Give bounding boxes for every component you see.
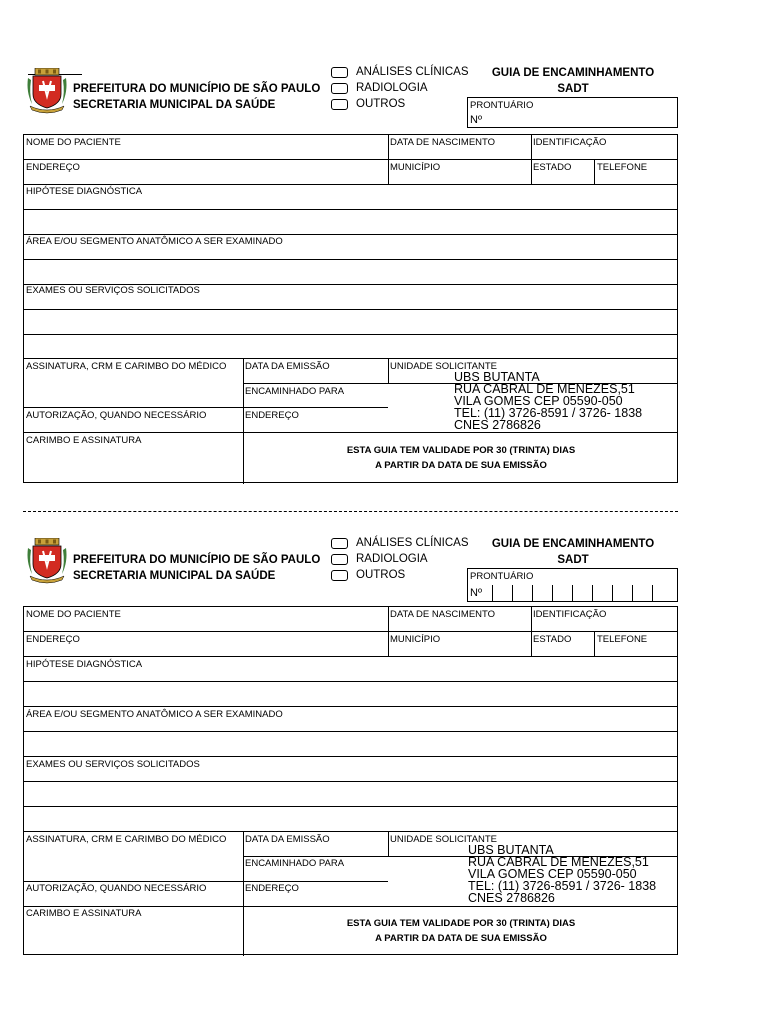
field-patient-name[interactable]: NOME DO PACIENTE <box>26 137 121 148</box>
record-label: PRONTUÁRIO <box>470 571 534 582</box>
field-area[interactable]: ÁREA E/OU SEGMENTO ANATÔMICO A SER EXAMINADO <box>26 709 283 720</box>
checkbox-radiologia[interactable] <box>331 83 348 94</box>
checkbox-outros[interactable] <box>331 570 348 581</box>
checkbox-outros[interactable] <box>331 99 348 110</box>
field-referred-to[interactable]: ENCAMINHADO PARA <box>245 386 345 397</box>
field-address[interactable]: ENDEREÇO <box>26 634 80 645</box>
unit-line-3: VILA GOMES CEP 05590-050 <box>468 867 637 881</box>
form-grid <box>23 134 678 483</box>
option-label: OUTROS <box>356 569 406 581</box>
field-phone[interactable]: TELEFONE <box>597 162 648 173</box>
option-radiologia[interactable] <box>331 82 428 94</box>
checkbox-analises[interactable] <box>331 67 348 78</box>
field-issue-date[interactable]: DATA DA EMISSÃO <box>245 361 330 372</box>
option-label: RADIOLOGIA <box>356 82 428 94</box>
field-state[interactable]: ESTADO <box>533 634 572 645</box>
field-birth-date[interactable]: DATA DE NASCIMENTO <box>390 137 496 148</box>
field-diagnosis[interactable]: HIPÓTESE DIAGNÓSTICA <box>26 186 143 197</box>
unit-line-1: UBS BUTANTA <box>454 370 540 384</box>
record-number-label: Nº <box>470 114 482 126</box>
unit-line-5: CNES 2786826 <box>468 891 555 905</box>
field-municipality[interactable]: MUNICÍPIO <box>390 162 441 173</box>
field-phone[interactable]: TELEFONE <box>597 634 648 645</box>
option-radiologia[interactable] <box>331 553 428 565</box>
field-requesting-unit[interactable]: UNIDADE SOLICITANTE <box>390 361 497 372</box>
field-issue-date[interactable]: DATA DA EMISSÃO <box>245 834 330 845</box>
unit-line-1: UBS BUTANTA <box>468 843 554 857</box>
field-authorization[interactable]: AUTORIZAÇÃO, QUANDO NECESSÁRIO <box>26 883 207 894</box>
coat-of-arms-icon <box>26 538 68 584</box>
cut-line <box>23 511 678 512</box>
coat-of-arms-icon <box>26 68 68 114</box>
validity-line-1: ESTA GUIA TEM VALIDADE POR 30 (TRINTA) DIAS <box>346 445 576 456</box>
checkbox-radiologia[interactable] <box>331 554 348 565</box>
unit-line-5: CNES 2786826 <box>454 418 541 432</box>
field-doctor-signature[interactable]: ASSINATURA, CRM E CARIMBO DO MÉDICO <box>26 834 227 845</box>
org-line-1: PREFEITURA DO MUNICÍPIO DE SÃO PAULO <box>73 83 321 95</box>
field-patient-name[interactable]: NOME DO PACIENTE <box>26 609 121 620</box>
field-area[interactable]: ÁREA E/OU SEGMENTO ANATÔMICO A SER EXAMINADO <box>26 236 283 247</box>
option-analises[interactable] <box>331 66 468 78</box>
field-referred-to[interactable]: ENCAMINHADO PARA <box>245 858 345 869</box>
form-grid <box>23 606 678 955</box>
field-municipality[interactable]: MUNICÍPIO <box>390 634 441 645</box>
unit-line-4: TEL: (11) 3726-8591 / 3726- 1838 <box>454 406 643 420</box>
org-line-1: PREFEITURA DO MUNICÍPIO DE SÃO PAULO <box>73 554 321 566</box>
field-identification[interactable]: IDENTIFICAÇÃO <box>533 609 607 620</box>
option-analises[interactable] <box>331 537 468 549</box>
unit-line-4: TEL: (11) 3726-8591 / 3726- 1838 <box>468 879 657 893</box>
guide-subtitle: SADT <box>557 554 589 566</box>
unit-line-3: VILA GOMES CEP 05590-050 <box>454 394 623 408</box>
validity-line-2: A PARTIR DA DATA DE SUA EMISSÃO <box>375 460 547 471</box>
field-stamp-signature[interactable]: CARIMBO E ASSINATURA <box>26 435 142 446</box>
validity-note <box>243 916 679 946</box>
record-box[interactable] <box>467 97 678 128</box>
option-label: ANÁLISES CLÍNICAS <box>356 66 469 78</box>
record-label: PRONTUÁRIO <box>470 100 534 111</box>
record-box[interactable] <box>467 568 678 602</box>
unit-line-2: RUA CABRAL DE MENEZES,51 <box>454 382 635 396</box>
validity-line-2: A PARTIR DA DATA DE SUA EMISSÃO <box>375 933 547 944</box>
guide-title: GUIA DE ENCAMINHAMENTO <box>491 67 655 79</box>
field-doctor-signature[interactable]: ASSINATURA, CRM E CARIMBO DO MÉDICO <box>26 361 227 372</box>
org-line-2: SECRETARIA MUNICIPAL DA SAÚDE <box>73 99 276 111</box>
validity-line-1: ESTA GUIA TEM VALIDADE POR 30 (TRINTA) DIAS <box>346 918 576 929</box>
field-address-2[interactable]: ENDEREÇO <box>245 410 299 421</box>
field-birth-date[interactable]: DATA DE NASCIMENTO <box>390 609 496 620</box>
option-label: RADIOLOGIA <box>356 553 428 565</box>
validity-note <box>243 443 679 473</box>
field-stamp-signature[interactable]: CARIMBO E ASSINATURA <box>26 908 142 919</box>
field-address-2[interactable]: ENDEREÇO <box>245 883 299 894</box>
unit-line-2: RUA CABRAL DE MENEZES,51 <box>468 855 649 869</box>
field-requesting-unit[interactable]: UNIDADE SOLICITANTE <box>390 834 497 845</box>
guide-subtitle: SADT <box>557 83 589 95</box>
field-address[interactable]: ENDEREÇO <box>26 162 80 173</box>
field-exams[interactable]: EXAMES OU SERVIÇOS SOLICITADOS <box>26 285 200 296</box>
field-exams[interactable]: EXAMES OU SERVIÇOS SOLICITADOS <box>26 759 200 770</box>
record-number-label: Nº <box>470 587 482 599</box>
field-identification[interactable]: IDENTIFICAÇÃO <box>533 137 607 148</box>
field-diagnosis[interactable]: HIPÓTESE DIAGNÓSTICA <box>26 659 143 670</box>
option-outros[interactable] <box>331 98 405 110</box>
org-line-2: SECRETARIA MUNICIPAL DA SAÚDE <box>73 570 276 582</box>
checkbox-analises[interactable] <box>331 538 348 549</box>
option-label: ANÁLISES CLÍNICAS <box>356 537 469 549</box>
option-outros[interactable] <box>331 569 405 581</box>
guide-title: GUIA DE ENCAMINHAMENTO <box>491 538 655 550</box>
field-state[interactable]: ESTADO <box>533 162 572 173</box>
field-authorization[interactable]: AUTORIZAÇÃO, QUANDO NECESSÁRIO <box>26 410 207 421</box>
option-label: OUTROS <box>356 98 406 110</box>
